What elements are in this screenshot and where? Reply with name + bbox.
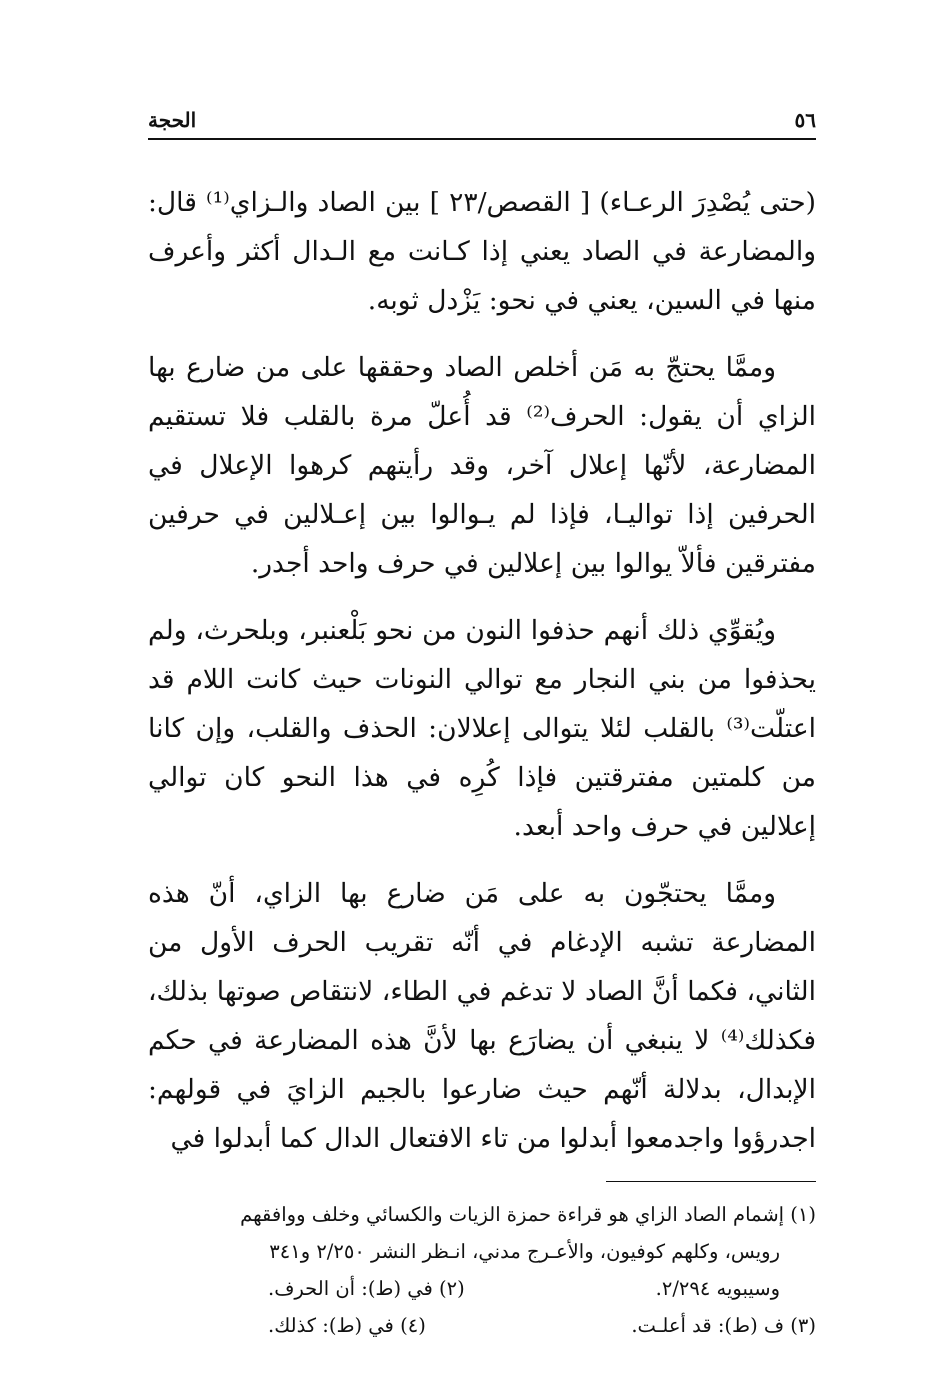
footnote-row-b [148,1307,816,1344]
page-header [148,104,816,140]
footnote-separator [606,1181,816,1182]
footnote-1-line-3: وسيبويه ٢/٢٩٤. [655,1277,780,1300]
page-body [148,178,816,1163]
page-number: ٥٦ [794,108,816,132]
footnote-2: (٢) في (ط): أن الحرف. [268,1277,465,1300]
footnote-1-line-2: رويس، وكلهم كوفيون، والأعـرج مدني، انـظر النشر ٢/٢٥٠ و٣٤١ [269,1240,780,1263]
footnotes [148,1196,816,1344]
paragraph-1: (حتى يُصْدِرَ الرعـاء) [ القصص/٢٣ ] بين الصاد والـزاي⁽¹⁾ قال: والمضارعة في الصاد يعني إذا كـانت مع الـدال أكثر وأعرف منها في السين، يعني في نحو: يَزْدل ثوبه. [148,187,817,316]
footnote-3: (٣) ف (ط): قد أعلـت. [631,1314,816,1337]
paragraph-2: وممَّا يحتجّ به مَن أخلص الصاد وحققها على من ضارع بها الزاي أن يقول: الحرف⁽²⁾ قد أُعلّ مرة بالقلب فلا تستقيم المضارعة، لأنّها إعلال آخر، وقد رأيتهم كرهوا الإعلال في الحرفين إذا تواليـا، فإذا لم يـوالوا بين إعـلالين في حرفين مفترقين فألاّ يوالوا بين إعلالين في حرف واحد أجدر. [148,352,817,579]
running-title: الحجة [148,108,197,132]
footnote-4: (٤) في (ط): كذلك. [268,1314,426,1337]
book-page [148,104,817,1337]
footnote-row-a [148,1270,816,1307]
paragraph-4: وممَّا يحتجّون به على مَن ضارع بها الزاي، أنّ هذه المضارعة تشبه الإدغام في أنّه تقريب الحرف الأول من الثاني، فكما أنَّ الصاد لا تدغم في الطاء، لانتقاص صوتها بذلك، فكذلك⁽⁴⁾ لا ينبغي أن يضارَع بها لأنَّ هذه المضارعة في حكم الإبدال، بدلالة أنّهم حيث ضارعوا بالجيم الزايَ في قولهم: اجدرؤوا واجدمعوا أبدلوا من تاء الافتعال الدال كما أبدلوا في [148,878,816,1154]
paragraph-3: ويُقوِّي ذلك أنهم حذفوا النون من نحو بَلْعنبر، وبلحرث، ولم يحذفوا من بني النجار مع توالي النونات حيث كانت اللام قد اعتلّت⁽³⁾ بالقلب لئلا يتوالى إعلالان: الحذف والقلب، وإن كانا من كلمتين مفترقتين فإذا كُرِه في هذا النحو كان توالي إعلالين في حرف واحد أبعد. [148,615,816,842]
footnote-1-line-1: (١) إشمام الصاد الزاي هو قراءة حمزة الزيات والكسائي وخلف ووافقهم [240,1203,816,1226]
